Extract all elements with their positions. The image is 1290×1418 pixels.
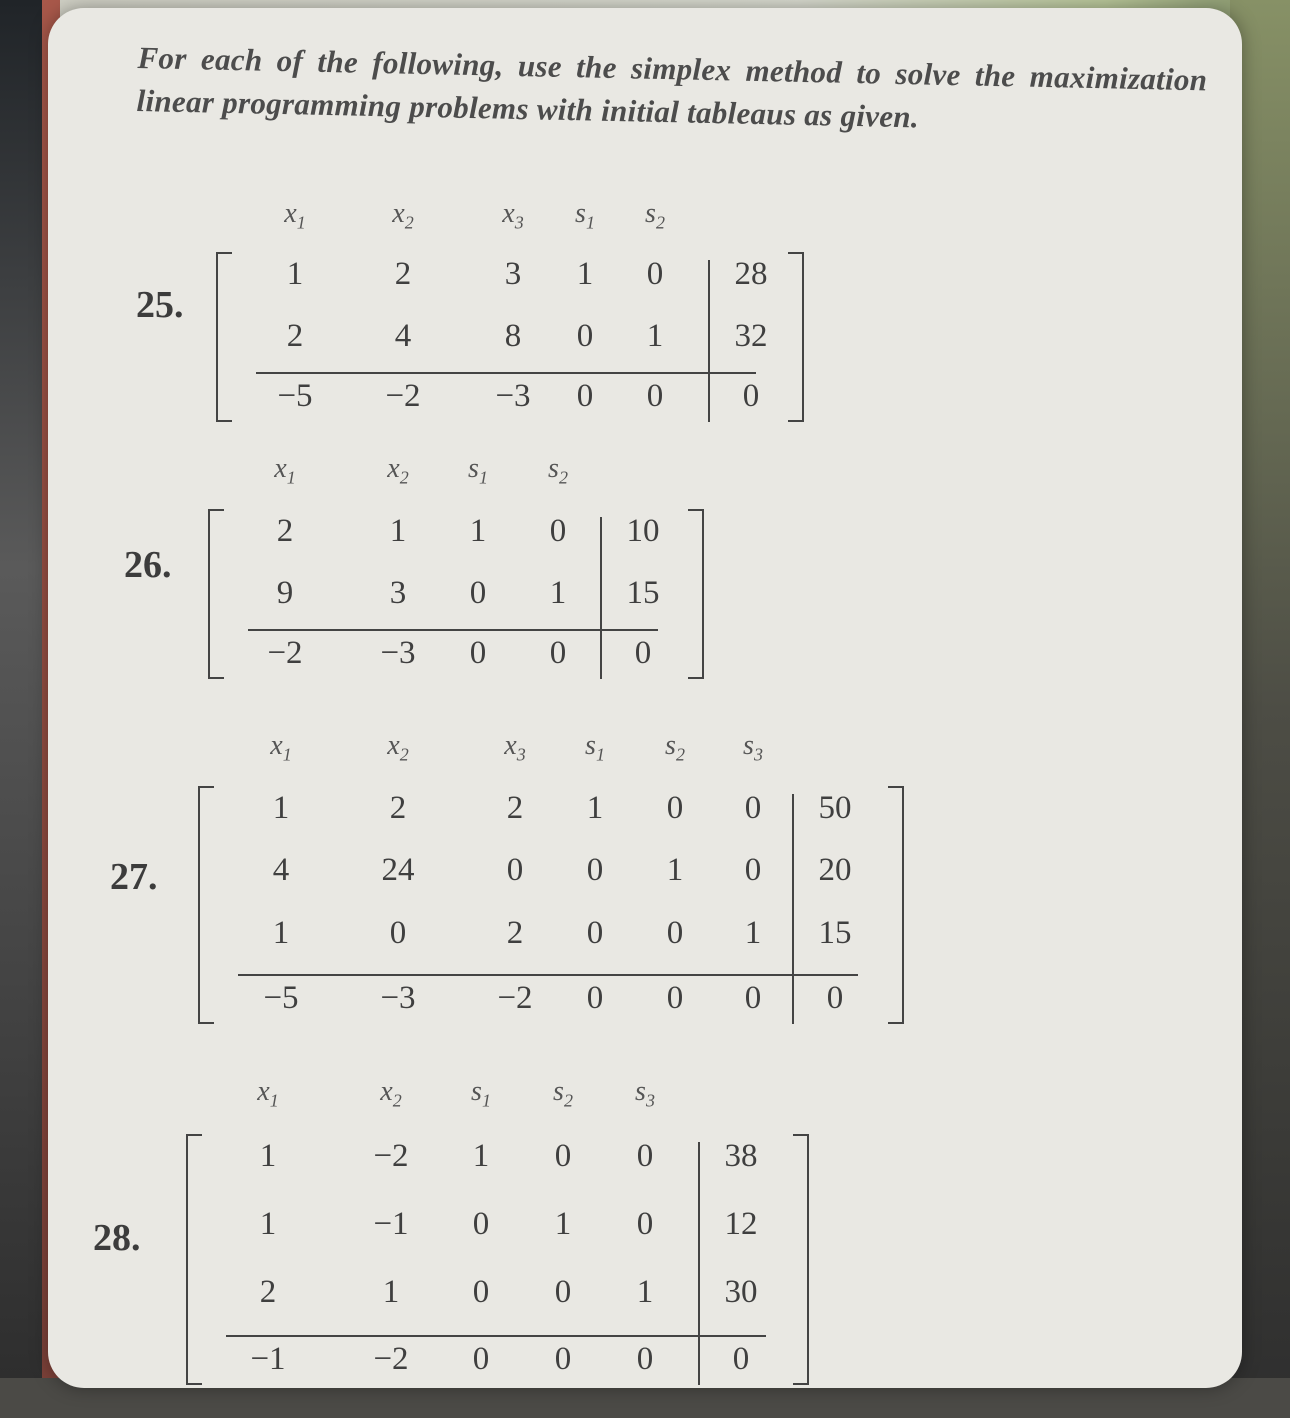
- objective-divider-line: [238, 974, 858, 976]
- tableau-cell: 3: [504, 256, 522, 292]
- objective-cell: 0: [549, 635, 567, 671]
- objective-cell: −3: [495, 378, 531, 414]
- objective-cell: −2: [267, 635, 303, 671]
- tableau-cell: 0: [666, 790, 684, 826]
- tableau-cell: 0: [744, 790, 762, 826]
- variable-header-x2: $x_2$: [387, 730, 409, 765]
- variable-header-s2: $s_2$: [553, 1076, 573, 1111]
- tableau-cell: 38: [724, 1138, 758, 1174]
- left-bracket: [198, 786, 214, 1024]
- variable-header-s2: $s_2$: [665, 730, 685, 765]
- tableau-cell: 10: [626, 513, 660, 549]
- variable-header-x1: $x_1$: [284, 198, 306, 233]
- tableau-cell: 15: [626, 575, 660, 611]
- tableau-cell: 24: [381, 852, 415, 888]
- objective-divider-line: [256, 372, 756, 374]
- tableau-cell: 1: [469, 513, 487, 549]
- tableau-cell: 1: [259, 1206, 277, 1242]
- objective-cell: 0: [469, 635, 487, 671]
- tableau-cell: 0: [636, 1206, 654, 1242]
- right-bracket: [888, 786, 904, 1024]
- tableau-cell: 2: [394, 256, 412, 292]
- tableau-cell: −1: [373, 1206, 409, 1242]
- objective-cell: 0: [666, 980, 684, 1016]
- left-bracket: [208, 509, 224, 679]
- tableau-cell: 2: [276, 513, 294, 549]
- tableau-cell: 0: [549, 513, 567, 549]
- tableau-cell: 1: [382, 1274, 400, 1310]
- objective-cell: −2: [497, 980, 533, 1016]
- tableau-cell: 1: [586, 790, 604, 826]
- tableau-cell: 1: [744, 915, 762, 951]
- variable-header-s1: $s_1$: [468, 453, 488, 488]
- tableau-problem-28: [48, 1076, 1242, 1388]
- tableau-cell: 1: [286, 256, 304, 292]
- objective-cell: −3: [380, 635, 416, 671]
- augmented-divider-line: [600, 517, 602, 679]
- tableau-cell: 4: [394, 318, 412, 354]
- left-bracket: [186, 1134, 202, 1385]
- variable-header-s3: $s_3$: [743, 730, 763, 765]
- tableau-cell: 0: [469, 575, 487, 611]
- tableau-cell: 1: [272, 915, 290, 951]
- tableau-cell: 9: [276, 575, 294, 611]
- tableau-problem-27: [48, 730, 1242, 1050]
- tableau-cell: 12: [724, 1206, 758, 1242]
- tableau-cell: 0: [636, 1138, 654, 1174]
- tableau-cell: 0: [586, 852, 604, 888]
- variable-header-x1: $x_1$: [274, 453, 296, 488]
- tableau-cell: 50: [818, 790, 852, 826]
- objective-cell: −2: [385, 378, 421, 414]
- textbook-page: [48, 8, 1242, 1388]
- right-bracket: [688, 509, 704, 679]
- tableau-problem-26: [48, 453, 1242, 773]
- tableau-cell: 0: [554, 1274, 572, 1310]
- objective-cell: 0: [576, 378, 594, 414]
- objective-cell: −5: [277, 378, 313, 414]
- variable-header-s1: $s_1$: [471, 1076, 491, 1111]
- tableau-cell: 8: [504, 318, 522, 354]
- variable-header-x1: $x_1$: [257, 1076, 279, 1111]
- objective-cell: 0: [744, 980, 762, 1016]
- tableau-cell: 0: [389, 915, 407, 951]
- tableau-cell: 0: [554, 1138, 572, 1174]
- tableau-cell: 2: [506, 915, 524, 951]
- variable-header-x1: $x_1$: [270, 730, 292, 765]
- tableau-cell: 1: [554, 1206, 572, 1242]
- objective-cell: −3: [380, 980, 416, 1016]
- tableau-cell: 0: [666, 915, 684, 951]
- tableau-cell: 28: [734, 256, 768, 292]
- variable-header-x3: $x_3$: [502, 198, 524, 233]
- objective-cell: 0: [472, 1341, 490, 1377]
- problem-number: 28.: [93, 1217, 141, 1259]
- tableau-cell: 1: [576, 256, 594, 292]
- objective-cell: −1: [250, 1341, 286, 1377]
- objective-cell: 0: [636, 1341, 654, 1377]
- objective-cell: 0: [742, 378, 760, 414]
- tableau-cell: 0: [646, 256, 664, 292]
- tableau-cell: 0: [472, 1206, 490, 1242]
- objective-cell: 0: [646, 378, 664, 414]
- augmented-divider-line: [708, 260, 710, 422]
- instructions-text: For each of the following, use the simplex method to solve the maximization linear programming problems with initial tableaus as given.: [136, 39, 1208, 135]
- objective-cell: 0: [732, 1341, 750, 1377]
- objective-divider-line: [248, 629, 658, 631]
- tableau-cell: 1: [259, 1138, 277, 1174]
- right-bracket: [793, 1134, 809, 1385]
- objective-cell: 0: [554, 1341, 572, 1377]
- tableau-cell: 1: [666, 852, 684, 888]
- tableau-cell: 32: [734, 318, 768, 354]
- objective-cell: 0: [826, 980, 844, 1016]
- objective-cell: 0: [634, 635, 652, 671]
- left-bracket: [216, 252, 232, 422]
- tableau-cell: 0: [506, 852, 524, 888]
- problem-number: 26.: [124, 544, 172, 586]
- tableau-cell: 2: [259, 1274, 277, 1310]
- tableau-cell: 2: [286, 318, 304, 354]
- tableau-cell: 1: [549, 575, 567, 611]
- variable-header-s1: $s_1$: [575, 198, 595, 233]
- tableau-cell: 0: [586, 915, 604, 951]
- tableau-cell: 0: [744, 852, 762, 888]
- tableau-cell: 1: [472, 1138, 490, 1174]
- tableau-cell: 1: [389, 513, 407, 549]
- tableau-cell: 3: [389, 575, 407, 611]
- augmented-divider-line: [792, 794, 794, 1024]
- tableau-cell: 0: [576, 318, 594, 354]
- variable-header-x3: $x_3$: [504, 730, 526, 765]
- problem-number: 25.: [136, 284, 184, 326]
- tableau-cell: 1: [646, 318, 664, 354]
- objective-cell: −5: [263, 980, 299, 1016]
- variable-header-x2: $x_2$: [380, 1076, 402, 1111]
- tableau-cell: 15: [818, 915, 852, 951]
- variable-header-s1: $s_1$: [585, 730, 605, 765]
- tableau-cell: 30: [724, 1274, 758, 1310]
- objective-cell: 0: [586, 980, 604, 1016]
- tableau-cell: 4: [272, 852, 290, 888]
- variable-header-s3: $s_3$: [635, 1076, 655, 1111]
- tableau-cell: 2: [389, 790, 407, 826]
- tableau-cell: 1: [272, 790, 290, 826]
- tableau-cell: 0: [472, 1274, 490, 1310]
- objective-divider-line: [226, 1335, 766, 1337]
- augmented-divider-line: [698, 1142, 700, 1385]
- problem-number: 27.: [110, 856, 158, 898]
- variable-header-s2: $s_2$: [645, 198, 665, 233]
- variable-header-x2: $x_2$: [387, 453, 409, 488]
- tableau-cell: 1: [636, 1274, 654, 1310]
- objective-cell: −2: [373, 1341, 409, 1377]
- tableau-cell: 2: [506, 790, 524, 826]
- variable-header-x2: $x_2$: [392, 198, 414, 233]
- tableau-cell: 20: [818, 852, 852, 888]
- variable-header-s2: $s_2$: [548, 453, 568, 488]
- right-bracket: [788, 252, 804, 422]
- tableau-cell: −2: [373, 1138, 409, 1174]
